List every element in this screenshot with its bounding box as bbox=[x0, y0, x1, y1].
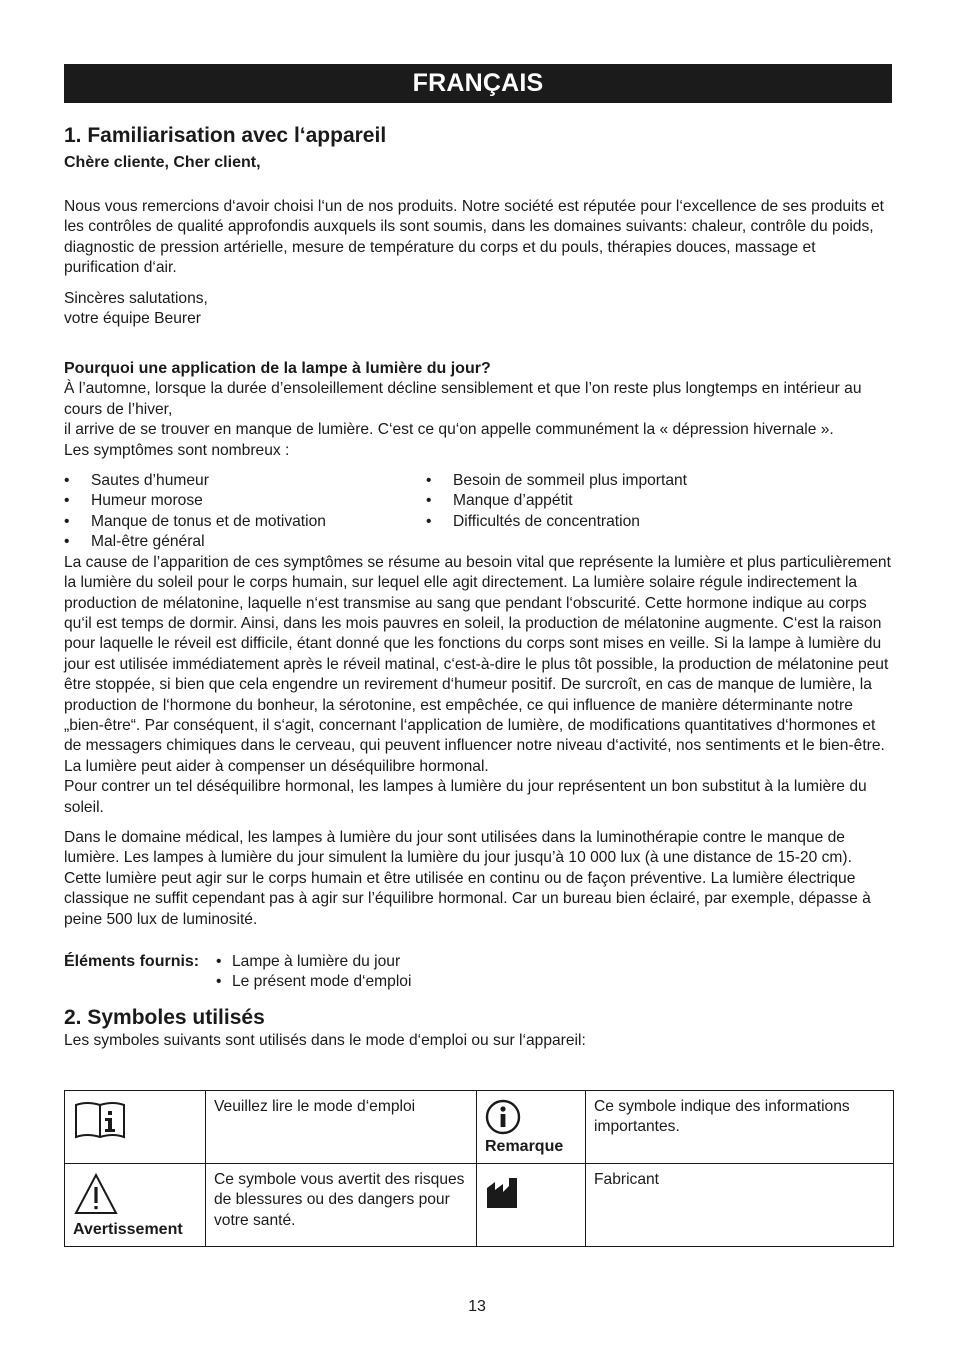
cause-paragraph: La cause de l’apparition de ces symptômes se résume au besoin vital que représente la lumière et plus particulièrement la lumière du soleil pour le corps humain, sur lequel elle agit directement. La lumière solaire régule indirectement la production de mélatonine, laquelle n‘est transmise au sang que pendant l‘obscurité. Cette hormone indique au corps qu‘il est temps de dormir. Ainsi, dans les mois pauvres en soleil, la production de mélatonine augmente. C‘est la raison pour laquelle le réveil est difficile, étant donné que les fonctions du corps sont mises en veille. Si la lampe à lumière du jour est utilisée immédiatement après le réveil matinal, c‘est-à-dire le plus tôt possible, la production de mélatonine peut être stoppée, si bien que cela engendre un revirement d‘humeur positif. De surcroît, en cas de manque de lumière, la production de l‘hormone du bonheur, la sérotonine, est empêchée, ce qui influence de manière déterminante notre „bien-être“. Par conséquent, il s‘agit, concernant l‘application de lumière, de modifications quantitatives d‘hormones et de messagers chimiques dans le cerveau, qui peuvent influencer notre niveau d‘activité, nos sentiments et le bien-être. La lumière peut aider à compenser un déséquilibre hormonal. bbox=[64, 553, 891, 775]
intro-paragraph: Nous vous remercions d‘avoir choisi l‘un de nos produits. Notre société est réputée pour l‘excellence de ses produits et les contrôles de qualité approfondis auxquels ils sont soumis, dans les domaines suivants: chaleur, contrôle du poids, diagnostic de pression artérielle, mesure de température du corps et du pouls, thérapies douces, massage et purification d‘air. bbox=[64, 198, 884, 277]
symbol-cell bbox=[65, 1091, 206, 1164]
symptom-column-right bbox=[426, 471, 892, 553]
closing-line-1: Sincères salutations, bbox=[64, 289, 208, 307]
manufacturer-icon bbox=[485, 1176, 519, 1210]
list-item: • Humeur morose bbox=[64, 491, 426, 511]
book-info-icon bbox=[73, 1099, 127, 1141]
symbol-description: Ce symbole vous avertit des risques de blessures ou des dangers pour votre santé. bbox=[206, 1164, 477, 1247]
list-item: • Le présent mode d‘emploi bbox=[216, 972, 411, 992]
section-2-title: 2. Symboles utilisés bbox=[64, 1005, 265, 1029]
question-paragraph-2: il arrive de se trouver en manque de lumière. C‘est ce qu‘on appelle communément la « dépression hivernale ». bbox=[64, 421, 834, 439]
list-item: • Difficultés de concentration bbox=[426, 512, 892, 532]
supplied-items bbox=[64, 952, 892, 993]
symbol-cell bbox=[65, 1164, 206, 1247]
symbol-description: Veuillez lire le mode d‘emploi bbox=[206, 1091, 477, 1164]
list-item: • Mal-être général bbox=[64, 532, 426, 552]
symbol-description: Fabricant bbox=[586, 1164, 894, 1247]
symbols-intro: Les symboles suivants sont utilisés dans le mode d‘emploi ou sur l‘appareil: bbox=[64, 1031, 586, 1049]
page-number: 13 bbox=[468, 1298, 486, 1315]
list-item: • Sautes d’humeur bbox=[64, 471, 426, 491]
question-paragraph-1: À l’automne, lorsque la durée d’ensoleillement décline sensiblement et que l’on reste plus longtemps en intérieur au cours de l’hiver, bbox=[64, 380, 862, 418]
closing-line-2: votre équipe Beurer bbox=[64, 310, 201, 328]
list-item: • Manque de tonus et de motivation bbox=[64, 512, 426, 532]
symbol-label: Avertissement bbox=[73, 1220, 183, 1238]
list-item: • Besoin de sommeil plus important bbox=[426, 471, 892, 491]
language-banner: FRANÇAIS bbox=[64, 64, 892, 103]
question-paragraph-3: Les symptômes sont nombreux : bbox=[64, 441, 290, 459]
question-heading: Pourquoi une application de la lampe à lumière du jour? bbox=[64, 360, 491, 378]
info-circle-icon bbox=[485, 1099, 521, 1135]
list-item: • Manque d’appétit bbox=[426, 491, 892, 511]
table-row bbox=[65, 1091, 894, 1164]
table-row bbox=[65, 1164, 894, 1247]
warning-triangle-icon bbox=[73, 1172, 119, 1216]
medical-paragraph: Dans le domaine médical, les lampes à lumière du jour sont utilisées dans la luminothérapie contre le manque de lumière. Les lampes à lumière du jour simulent la lumière du jour jusqu’à 10 000 lux (à une distance de 15-20 cm). Cette lumière peut agir sur le corps humain et être utilisée en continu ou de façon préventive. La lumière électrique classique ne suffit cependant pas à agir sur l’équilibre hormonal. Car un bureau bien éclairé, par exemple, dépasse à peine 500 lux de luminosité. bbox=[64, 828, 871, 928]
list-item: • Lampe à lumière du jour bbox=[216, 952, 411, 972]
symbols-table bbox=[64, 1090, 894, 1247]
page-content bbox=[64, 64, 892, 1051]
symbol-cell bbox=[477, 1164, 586, 1247]
supplied-list bbox=[216, 952, 411, 993]
symbol-description: Ce symbole indique des informations importantes. bbox=[586, 1091, 894, 1164]
symptom-list bbox=[64, 471, 892, 553]
supplied-label: Éléments fournis: bbox=[64, 953, 200, 970]
symptom-column-left bbox=[64, 471, 426, 553]
greeting: Chère cliente, Cher client, bbox=[64, 154, 261, 171]
counter-paragraph: Pour contrer un tel déséquilibre hormonal, les lampes à lumière du jour représentent un bon substitut à la lumière du soleil. bbox=[64, 778, 867, 816]
section-1-title: 1. Familiarisation avec l‘appareil bbox=[64, 124, 387, 147]
symbol-cell bbox=[477, 1091, 586, 1164]
symbol-label: Remarque bbox=[485, 1137, 564, 1155]
